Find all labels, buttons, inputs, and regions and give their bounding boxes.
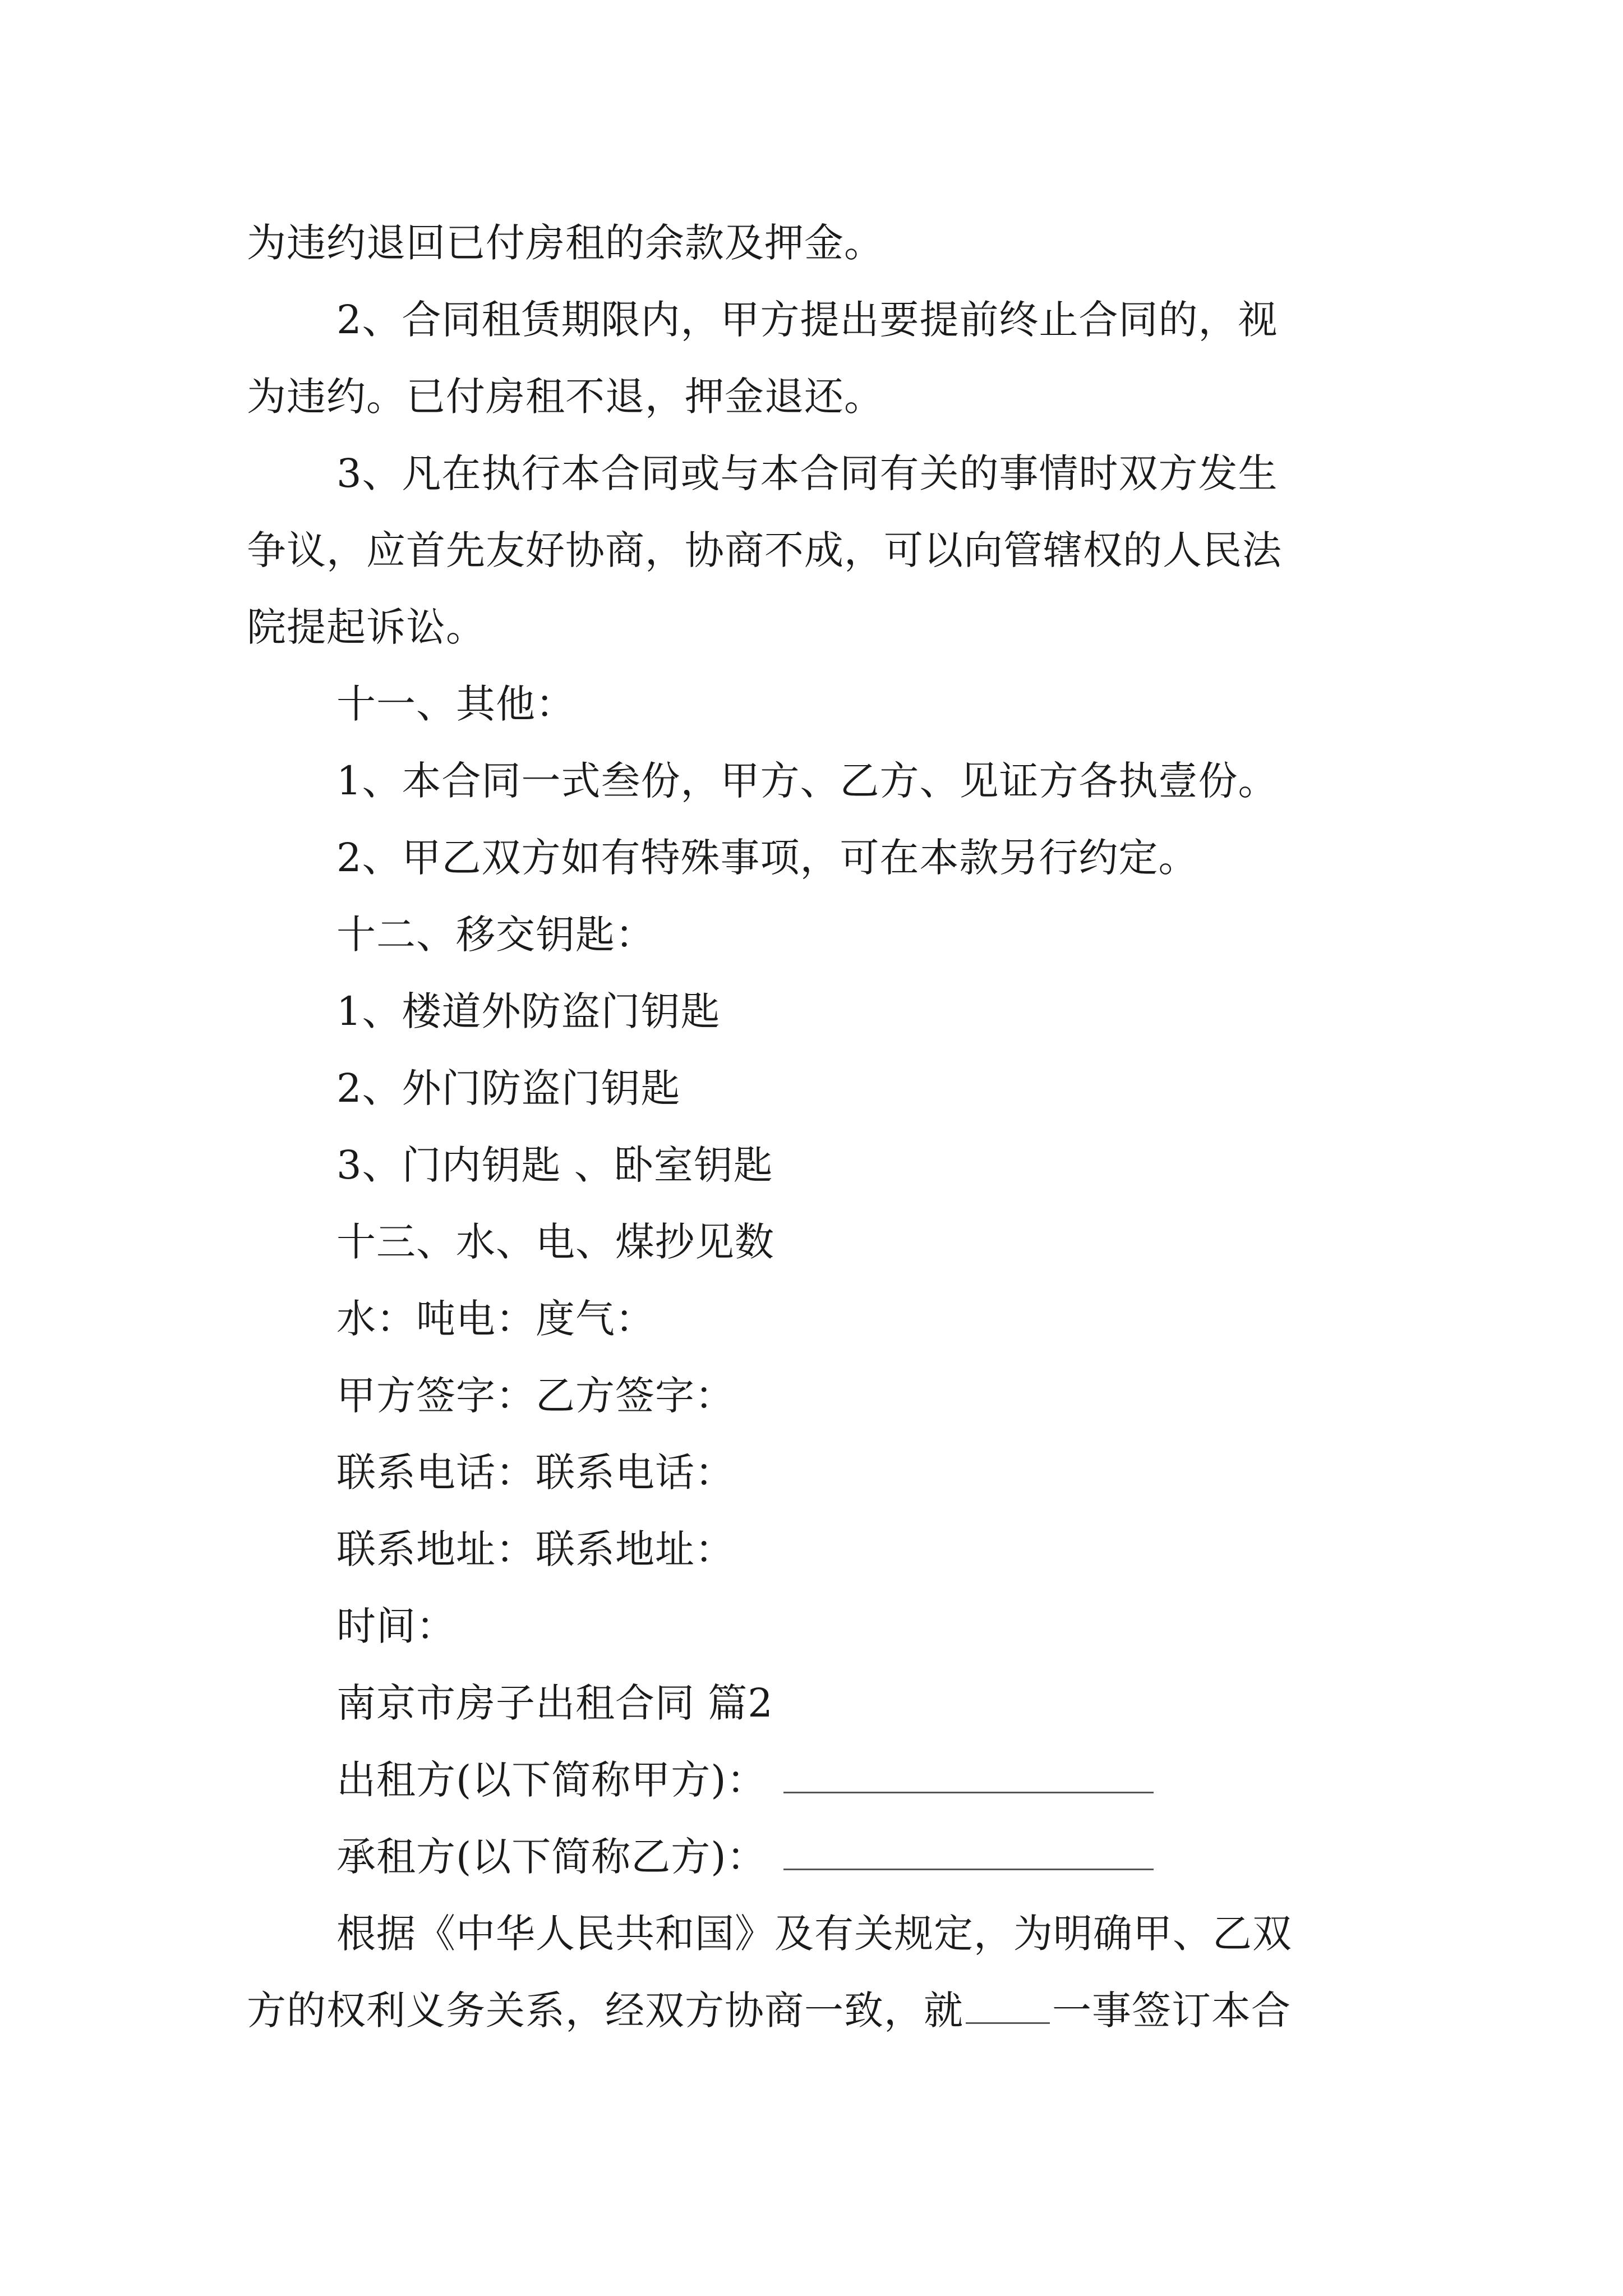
lessee-line [336, 1834, 1154, 1880]
text-line: 1、楼道外防盗门钥匙 [336, 988, 721, 1034]
text-line: 时间： [336, 1603, 456, 1649]
text-line: 甲方签字：乙方签字： [336, 1373, 735, 1419]
text-line: 为违约。已付房租不退，押金退还。 [247, 374, 884, 420]
text-line-with-blank [247, 1987, 1291, 2033]
text-line: 根据《中华人民共和国》及有关规定，为明确甲、乙双 [336, 1911, 1292, 1957]
fill-in-blank [783, 1864, 1154, 1870]
text-line: 争议，应首先友好协商，协商不成，可以向管辖权的人民法 [247, 527, 1282, 573]
lessor-line [336, 1757, 1154, 1803]
text-line: 2、外门防盗门钥匙 [336, 1065, 681, 1111]
text-line: 院提起诉讼。 [247, 604, 486, 650]
text-segment: 一事签订本合 [1052, 1987, 1291, 2033]
text-line: 水：吨电：度气： [336, 1296, 655, 1342]
text-label: 承租方(以下简称乙方)： [336, 1834, 767, 1880]
section-heading: 十二、移交钥匙： [336, 912, 655, 958]
text-line: 1、本合同一式叁份，甲方、乙方、见证方各执壹份。 [336, 758, 1278, 804]
text-line: 为违约退回已付房租的余款及押金。 [247, 220, 884, 266]
text-segment: 方的权利义务关系，经双方协商一致，就 [247, 1987, 963, 2033]
text-line: 2、甲乙双方如有特殊事项，可在本款另行约定。 [336, 835, 1198, 881]
text-label: 出租方(以下简称甲方)： [336, 1757, 767, 1803]
section-heading: 十一、其他： [336, 681, 575, 727]
text-line: 联系电话：联系电话： [336, 1450, 735, 1496]
text-line: 3、凡在执行本合同或与本合同有关的事情时双方发生 [336, 450, 1278, 496]
text-line: 3、门内钥匙 、卧室钥匙 [336, 1142, 773, 1188]
text-line: 联系地址：联系地址： [336, 1526, 735, 1572]
contract-title: 南京市房子出租合同 篇2 [336, 1680, 773, 1726]
fill-in-blank [966, 2018, 1050, 2024]
fill-in-blank [783, 1787, 1154, 1793]
text-line: 2、合同租赁期限内，甲方提出要提前终止合同的，视 [336, 297, 1278, 343]
section-heading: 十三、水、电、煤抄见数 [336, 1219, 774, 1265]
